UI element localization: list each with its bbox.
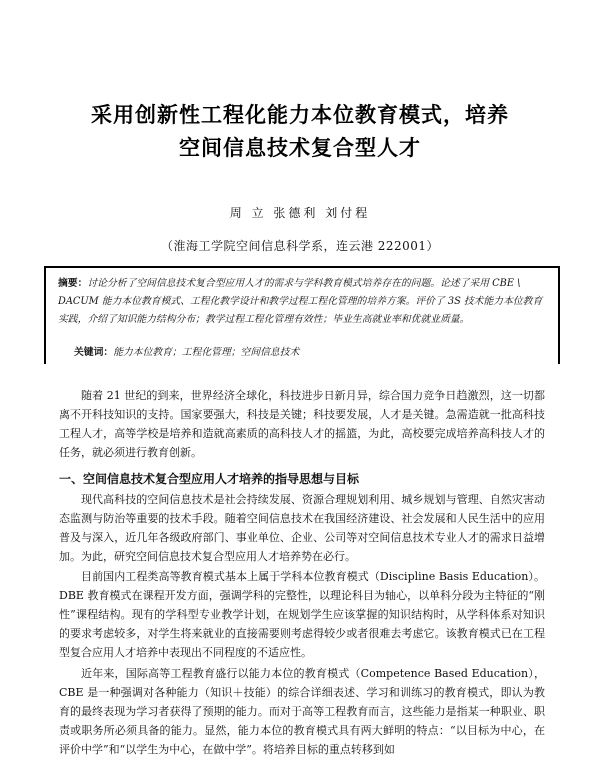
authors: 周 立 张德利 刘付程 bbox=[229, 206, 371, 220]
abstract bbox=[58, 275, 546, 329]
paper-title-line-1: 采用创新性工程化能力本位教育模式，培养 bbox=[91, 103, 509, 127]
affiliation: （淮海工学院空间信息科学系，连云港 222001） bbox=[160, 239, 440, 253]
abstract-label: 摘要： bbox=[58, 278, 88, 289]
intro-paragraph: 随着 21 世纪的到来，世界经济全球化，科技进步日新月异，综合国力竞争日趋激烈，这一切都离不开科技知识的支持。国家要强大，科技是关键；科技要发展，人才是关键。急需造就一批高科技工程人才，高等学校是培养和造就高素质的高科技人才的摇篮，为此，高校要完成培养高科技人才的任务，就必须进行教育创新。 bbox=[59, 389, 545, 459]
body-paragraph-1: 现代高科技的空间信息技术是社会持续发展、资源合理规划利用、城乡规划与管理、自然灾害动态监测与防治等重要的技术手段。随着空间信息技术在我国经济建设、社会发展和人民生活中的应用普及与深入，近几年各级政府部门、事业单位、企业、公司等对空间信息技术专业人才的需求日益增加。为此，研究空间信息技术复合型应用人才培养势在必行。 bbox=[59, 493, 545, 563]
paper-title-line-2: 空间信息技术复合型人才 bbox=[179, 136, 421, 160]
section-heading-1: 一、空间信息技术复合型应用人才培养的指导思想与目标 bbox=[59, 472, 360, 486]
keywords bbox=[74, 346, 544, 360]
keywords-label: 关键词： bbox=[74, 347, 114, 358]
keywords-text: 能力本位教育；工程化管理；空间信息技术 bbox=[113, 347, 300, 358]
abstract-text: 讨论分析了空间信息技术复合型应用人才的需求与学科教育模式培养存在的问题。论述了采用 CBE \ DACUM 能力本位教育模式、工程化教学设计和教学过程工程化管理的培养方案。评价了 3S 技术能力本位教育实践，介绍了知识能力结构分布；教学过程工程化管理有效性；毕业生高就业率和优就业质量。 bbox=[58, 278, 543, 325]
body-paragraph-2: 目前国内工程类高等教育模式基本上属于学科本位教育模式（Discipline Basis Education）。DBE 教育模式在课程开发方面，强调学科的完整性，以理论科目为轴心，以单科分段为主特征的“刚性”课程结构。现有的学科型专业教学计划，在规划学生应该掌握的知识结构时，从学科体系对知识的要求考虑较多，对学生将来就业的直接需要则考虑得较少或者很难去考虑它。该教育模式已在工程型复合应用人才培养中表现出不同程度的不适应性。 bbox=[59, 570, 545, 659]
body-paragraph-3: 近年来，国际高等工程教育盛行以能力本位的教育模式（Competence Based Education），CBE 是一种强调对各种能力（知识＋技能）的综合详细表述、学习和训练习的教育模式，即认为教育的最终表现为学习者获得了预期的能力。而对于高等工程教育而言，这些能力是指某一种职业、职责或职务所必须具备的能力。显然，能力本位的教育模式具有两大鲜明的特点：“以目标为中心，在评价中学”和“以学生为中心，在做中学”。将培养目标的重点转移到如 bbox=[59, 667, 545, 756]
